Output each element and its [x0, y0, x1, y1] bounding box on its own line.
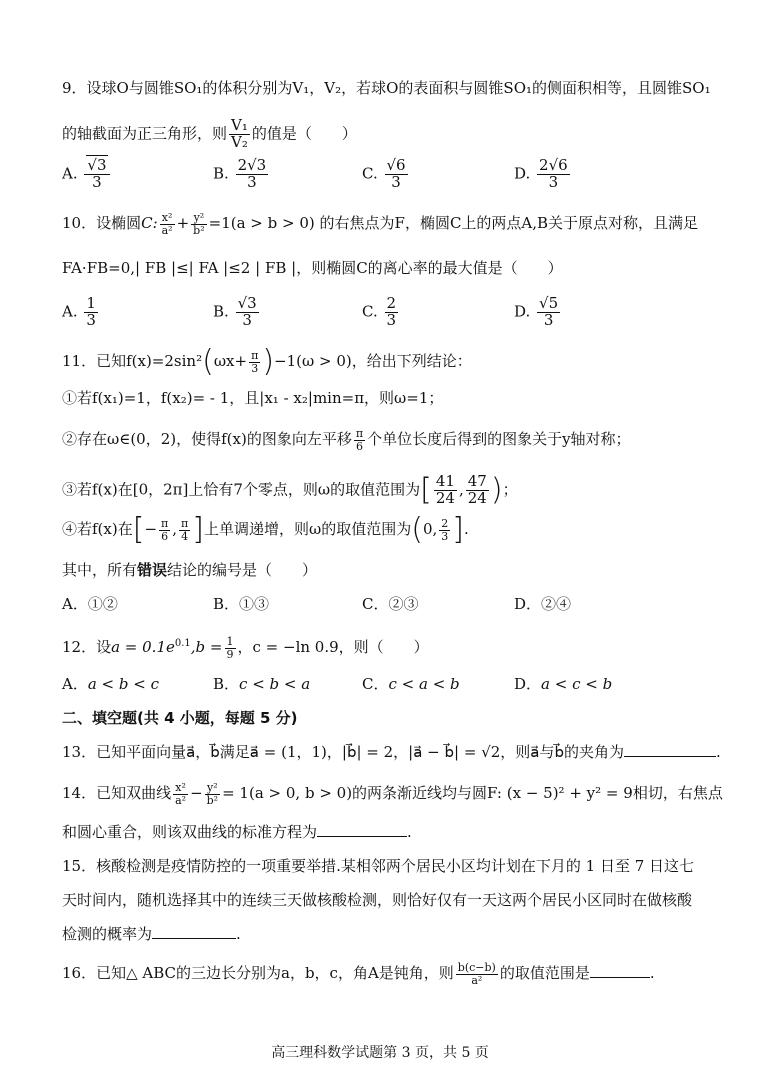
option-label: D. — [514, 164, 531, 183]
s3-text: ③若f(x)在[0，2π]上恰有7个零点，则ω的取值范围为 — [62, 480, 421, 499]
option-num: √3 — [87, 156, 107, 174]
option-num: 2 — [386, 294, 397, 312]
option-label: B． — [213, 595, 240, 613]
q12-line — [62, 634, 429, 660]
option-label: A. — [62, 164, 78, 183]
q12-option-c[interactable] — [362, 674, 460, 694]
q11-statement-4: ④若f(x)在[− $\frac{\pi}{6}$ , $\frac{\pi}{4}$ ]上单调递增，则ω的取值范围为(0, $\frac{2}{3}$ ]. — [62, 512, 469, 548]
q15-text-3: 检测的概率为 — [62, 925, 153, 943]
option-label: C． — [362, 595, 389, 613]
q9-line1: 9．设球O与圆锥SO₁的体积分别为V₁，V₂，若球O的表面积与圆锥SO₁的侧面积相等，且圆锥SO₁ — [62, 79, 711, 97]
q14-answer-blank[interactable] — [317, 822, 407, 837]
option-den: 3 — [386, 310, 397, 329]
option-den: 3 — [247, 172, 257, 191]
minus-sign: − — [190, 784, 203, 803]
q10-frac-y — [191, 212, 206, 236]
option-den: 3 — [86, 310, 96, 329]
frac-num: π — [355, 427, 364, 440]
q9-line2 — [62, 118, 357, 151]
option-label: C. — [362, 164, 378, 183]
q14-end: . — [407, 823, 412, 841]
option-text: c < b < a — [239, 675, 311, 693]
q16-answer-blank[interactable] — [590, 963, 650, 978]
q10-option-d[interactable] — [514, 296, 562, 329]
bracket-close: ) — [490, 472, 503, 508]
frac-den: b² — [206, 793, 219, 807]
option-text: a < c < b — [541, 675, 613, 693]
q14-line2 — [62, 822, 412, 842]
s4-text-end: . — [463, 520, 469, 539]
q13-text: 13．已知平面向量a⃗，b⃗满足a⃗ = (1，1)，|b⃗| = 2，|a⃗ − b⃗| = √2，则a⃗与b⃗的夹角为 — [62, 743, 625, 761]
s2-text-end: 个单位长度后得到的图象关于y轴对称； — [367, 430, 631, 449]
q10-option-b[interactable] — [213, 296, 261, 329]
option-den: 3 — [242, 310, 252, 329]
q11-func: f(x)=2sin² — [126, 352, 203, 371]
q13-answer-blank[interactable] — [624, 742, 716, 757]
q12-b: ,b = — [190, 638, 223, 656]
q10-option-a[interactable] — [62, 296, 100, 329]
q10-text: 的右焦点为F，椭圆C上的两点A,B关于原点对称，且满足 — [319, 214, 699, 233]
option-label: A． — [62, 675, 88, 693]
q10-option-c[interactable] — [362, 296, 400, 329]
q11-line1 — [62, 344, 472, 380]
q9-option-a[interactable] — [62, 158, 112, 191]
frac-den: a² — [471, 973, 483, 987]
q15-line3 — [62, 924, 241, 944]
q11-option-d[interactable] — [514, 594, 571, 614]
q16-text-2: 的取值范围是 — [499, 964, 590, 983]
option-num: 1 — [86, 294, 96, 312]
frac-num: b(c−b) — [457, 961, 496, 974]
bracket-close: ] — [452, 512, 464, 548]
q15-line1: 15．核酸检测是疫情防控的一项重要举措.某相邻两个居民小区均计划在下月的 1 日至 7 日这七 — [62, 857, 695, 875]
q14-text-2: 和圆心重合，则该双曲线的标准方程为 — [62, 823, 318, 841]
q9-option-c[interactable] — [362, 158, 410, 191]
option-num: √3 — [237, 294, 257, 312]
frac-den: 3 — [441, 529, 449, 543]
option-num: 2√3 — [237, 156, 267, 174]
q16-end: . — [649, 964, 655, 983]
option-num: 2√6 — [539, 156, 568, 174]
q16-line — [62, 962, 655, 986]
frac-num: π — [161, 517, 169, 530]
option-text: ①③ — [239, 595, 270, 613]
q14-text: = 1(a > 0, b > 0)的两条渐近线均与圆F: (x − 5)² + y² = 9相切，右焦点 — [222, 784, 723, 803]
q12-a-exponent: 0.1 — [174, 638, 191, 649]
frac-den: 6 — [355, 439, 363, 453]
q11-option-b[interactable] — [213, 594, 269, 614]
option-den: 3 — [92, 172, 102, 191]
q10-frac-x — [160, 212, 175, 236]
frac-den: 3 — [251, 361, 259, 375]
frac-num: x² — [160, 212, 175, 225]
s3-text-end: ； — [502, 480, 518, 499]
q12-option-d[interactable] — [514, 674, 612, 694]
bracket-open: [ — [420, 472, 432, 508]
prompt-text-end: 结论的编号是（ ） — [167, 561, 318, 579]
q9-text: 的轴截面为正三角形，则 — [62, 124, 228, 143]
q9-option-b[interactable] — [213, 158, 270, 191]
option-label: D． — [514, 675, 542, 693]
frac-den: a² — [175, 793, 187, 807]
frac-den: b² — [193, 223, 205, 237]
frac-num: 2 — [441, 517, 449, 530]
q15-answer-blank[interactable] — [152, 924, 236, 939]
range-start: 0, — [422, 520, 438, 539]
option-label: D． — [514, 595, 542, 613]
frac-num: π — [181, 517, 189, 530]
paren-open: ( — [411, 512, 423, 548]
bracket-close: ] — [192, 512, 204, 548]
q9-ratio-den: V₂ — [231, 132, 248, 151]
option-label: B. — [213, 164, 229, 183]
q11-func-end: −1(ω > 0)，给出下列结论： — [274, 352, 472, 371]
q10-options — [62, 296, 722, 336]
q12-option-a[interactable] — [62, 674, 159, 694]
q12-option-b[interactable] — [213, 674, 310, 694]
option-text: ②③ — [388, 595, 419, 613]
frac-den: 9 — [226, 647, 234, 661]
frac-den: 4 — [181, 529, 189, 543]
q14-line1 — [62, 782, 723, 806]
q15-line2: 天时间内，随机选择其中的连续三天做核酸检测，则恰好仅有一天这两个居民小区同时在做核酸 — [62, 891, 693, 909]
paren-close: ) — [262, 344, 275, 380]
q10-prefix: 10．设椭圆 — [62, 214, 142, 233]
option-label: A. — [62, 302, 78, 321]
option-den: 3 — [391, 172, 401, 191]
q16-text: 16．已知△ ABC的三边长分别为a，b，c，角A是钝角，则 — [62, 964, 454, 983]
q9-option-d[interactable] — [514, 158, 572, 191]
frac-den: a² — [161, 223, 173, 237]
q12-a: a = 0.1e — [111, 638, 175, 656]
frac-den: 24 — [467, 488, 487, 507]
q9-options — [62, 158, 722, 198]
option-den: 3 — [543, 310, 554, 329]
option-label: D. — [514, 302, 531, 321]
frac-den: 6 — [161, 529, 169, 543]
option-den: 3 — [548, 172, 559, 191]
bracket-open: [ — [132, 512, 145, 548]
frac-num: y² — [205, 782, 220, 795]
frac-num: 1 — [226, 634, 234, 648]
q15-end: . — [236, 925, 241, 943]
q13-end: . — [716, 743, 721, 761]
q12-c: ，c = −ln 0.9，则（ ） — [237, 638, 429, 656]
option-num: √5 — [539, 294, 559, 312]
option-text: ①② — [87, 595, 118, 613]
frac-num: π — [251, 349, 259, 362]
q11-func-inner: ωx+ — [213, 352, 248, 371]
q12-prefix: 12．设 — [62, 638, 112, 656]
q13-line — [62, 742, 721, 762]
option-label: A． — [62, 595, 88, 613]
q11-statement-3: ③若f(x)在[0，2π]上恰有7个零点，则ω的取值范围为[ $\frac{41}{24}$ , $\frac{47}{24}$ )； — [62, 472, 518, 508]
q10-ellipse-name: C: — [141, 214, 158, 233]
option-label: C． — [362, 675, 389, 693]
q9-ratio-num: V₁ — [231, 116, 248, 134]
q9-text-end: 的值是（ ） — [251, 124, 357, 143]
frac-num: 47 — [467, 472, 487, 490]
page-footer: 高三理科数学试题第 3 页，共 5 页 — [271, 1045, 489, 1061]
s4-text: ④若f(x)在 — [62, 520, 133, 539]
paren-open: ( — [202, 344, 214, 380]
q9-ratio — [229, 118, 250, 151]
option-text: ②④ — [541, 595, 572, 613]
frac-num: x² — [173, 782, 188, 795]
option-text: a < b < c — [87, 675, 159, 693]
q11-option-a[interactable] — [62, 594, 118, 614]
q11-option-c[interactable] — [362, 594, 419, 614]
q11-options — [62, 594, 722, 634]
minus-sign: − — [144, 520, 158, 539]
option-label: B. — [213, 302, 229, 321]
q11-statement-2 — [62, 428, 631, 452]
option-label: B． — [213, 675, 240, 693]
s2-text: ②存在ω∈(0，2)，使得f(x)的图象向左平移 — [62, 430, 352, 449]
option-text: c < a < b — [388, 675, 460, 693]
q14-prefix: 14．已知双曲线 — [62, 784, 172, 803]
frac-num: 41 — [435, 472, 455, 490]
q11-prefix: 11．已知 — [62, 352, 127, 371]
q11-prompt — [62, 560, 317, 580]
q10-line1: 10．设椭圆C: $\frac{\text{x²}}{\text{a²}}$ + $\frac{\text{y²}}{\text{b²}}$ =1(a > b > 0) 的右焦点为F，椭圆C上的两点A,B关于原点对称，且满足 — [62, 211, 699, 237]
option-num: √6 — [386, 156, 406, 174]
frac-num: y² — [191, 212, 206, 225]
q10-line2: FA·FB=0,| FB |≤| FA |≤2 | FB |，则椭圆C的离心率的最大值是（ ） — [62, 259, 563, 277]
s4-text-mid: 上单调递增，则ω的取值范围为 — [203, 520, 412, 539]
section-heading-fill-in: 二、填空题(共 4 小题，每题 5 分) — [62, 709, 298, 727]
prompt-text: 其中，所有 — [62, 561, 138, 579]
option-label: C. — [362, 302, 378, 321]
frac-den: 24 — [435, 488, 455, 507]
prompt-emphasis: 错误 — [137, 561, 168, 579]
q10-condition: =1(a > b > 0) — [208, 214, 315, 233]
q11-statement-1: ①若f(x₁)=1，f(x₂)= - 1，且|x₁ - x₂|min=π，则ω=1； — [62, 389, 444, 407]
